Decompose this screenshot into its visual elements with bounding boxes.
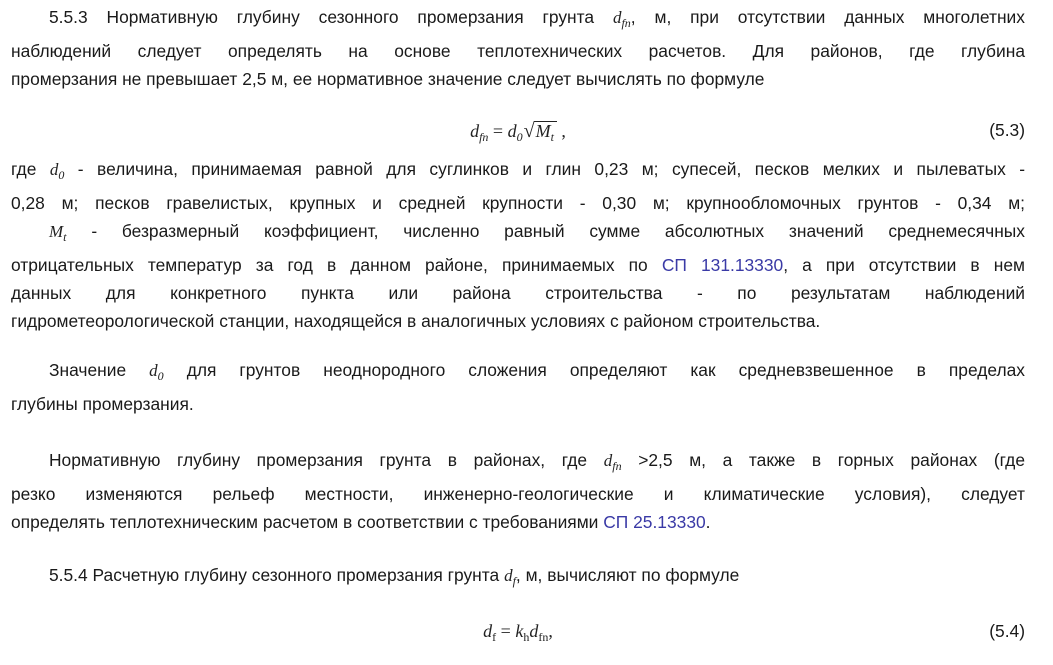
math-variable — [49, 160, 65, 182]
text-line — [11, 446, 1025, 480]
math-punctuation: , — [556, 121, 566, 141]
math-symbol: k — [515, 621, 524, 641]
square-root-radicand — [534, 121, 557, 146]
sp-25-13330-link[interactable]: СП 25.13330 — [603, 512, 706, 532]
text-line — [11, 356, 1025, 390]
math-variable — [603, 451, 622, 473]
formula-expression — [11, 621, 1025, 645]
math-symbol: M — [535, 121, 551, 141]
text-fragment: Нормативную глубину промерзания грунта в районах, где — [49, 450, 588, 470]
math-subscript: 0 — [157, 369, 164, 383]
math-subscript: 0 — [516, 130, 523, 144]
math-variable — [149, 361, 164, 383]
math-subscript: fn — [538, 630, 549, 644]
math-subscript: fn — [479, 130, 489, 144]
text-fragment: - величина, принимаемая равной для суглинков и глин 0,23 м; супесей, песков мелких и пылеватых - — [77, 159, 1025, 179]
formula-5-4 — [11, 621, 1025, 651]
paragraph-5-5-3 — [11, 3, 1025, 93]
math-symbol: d — [529, 621, 539, 641]
text-line: глубины промерзания. — [11, 394, 194, 414]
math-symbol: d — [612, 8, 622, 27]
text-fragment: - безразмерный коэффициент, численно равный сумме абсолютных значений среднемесячных — [91, 221, 1025, 241]
text-fragment: 5.5.3 Нормативную глубину сезонного промерзания грунта — [49, 7, 595, 27]
text-line: данных для конкретного пункта или района строительства - по результатам наблюдений — [11, 283, 1025, 303]
math-operator: = — [496, 621, 516, 641]
text-fragment: >2,5 м, а также в горных районах (где — [638, 450, 1025, 470]
text-line: гидрометеорологической станции, находящейся в аналогичных условиях с районом строительства. — [11, 311, 821, 331]
square-root-sign: √ — [523, 120, 535, 142]
math-subscript: f — [512, 574, 516, 588]
math-symbol: M — [49, 222, 64, 241]
math-variable — [612, 8, 631, 30]
math-symbol: d — [603, 451, 613, 470]
equation-number: (5.4) — [989, 621, 1025, 641]
text-fragment: , м, при отсутствии данных многолетних — [630, 7, 1025, 27]
paragraph-normative-depth — [11, 446, 1025, 536]
math-symbol: d — [483, 621, 493, 641]
text-fragment: отрицательных температур за год в данном районе, принимаемых по — [11, 255, 648, 275]
math-operator: = — [488, 121, 508, 141]
math-variable — [504, 566, 516, 588]
text-fragment: где — [11, 159, 37, 179]
text-line — [11, 3, 1025, 37]
text-line: промерзания не превышает 2,5 м, ее нормативное значение следует вычислять по формуле — [11, 69, 765, 89]
equation-number: (5.3) — [989, 120, 1025, 140]
text-line — [11, 508, 1025, 536]
text-fragment: определять теплотехническим расчетом в соответствии с требованиями — [11, 512, 599, 532]
text-fragment: . — [705, 512, 711, 532]
math-symbol: d — [504, 566, 513, 585]
math-punctuation: , — [548, 621, 553, 641]
math-subscript: fn — [621, 16, 631, 30]
text-fragment: , м, вычисляют по формуле — [515, 565, 740, 585]
paragraph-5-5-4 — [11, 561, 1025, 595]
sp-131-13330-link[interactable]: СП 131.13330 — [661, 255, 784, 275]
math-subscript: fn — [612, 459, 622, 473]
text-line: резко изменяются рельеф местности, инженерно-геологические и климатические условия), следует — [11, 484, 1025, 504]
text-line — [11, 561, 1025, 595]
math-symbol: d — [149, 361, 158, 380]
math-symbol: d — [507, 121, 517, 141]
paragraph-value-d0 — [11, 356, 1025, 418]
math-symbol: d — [49, 160, 59, 179]
math-subscript: h — [523, 630, 530, 644]
math-subscript: 0 — [58, 168, 65, 182]
paragraph-where — [11, 155, 1025, 335]
text-fragment: , а при отсутствии в нем — [783, 255, 1025, 275]
text-line: наблюдений следует определять на основе теплотехнических расчетов. Для районов, где глубина — [11, 41, 1025, 61]
text-fragment: Значение — [49, 360, 127, 380]
math-subscript: f — [492, 630, 497, 644]
text-line — [11, 155, 1025, 189]
math-symbol: d — [470, 121, 480, 141]
formula-5-3 — [11, 120, 1025, 150]
text-fragment: 5.5.4 Расчетную глубину сезонного промерзания грунта — [49, 565, 500, 585]
math-subscript: t — [63, 230, 67, 244]
text-fragment: для грунтов неоднородного сложения определяют как средневзвешенное в пределах — [186, 360, 1026, 380]
math-variable — [49, 222, 67, 244]
text-line — [11, 251, 1025, 279]
text-line — [11, 217, 1025, 251]
math-subscript: t — [550, 130, 554, 144]
formula-expression — [11, 120, 1025, 146]
text-line: 0,28 м; песков гравелистых, крупных и средней крупности - 0,30 м; крупнообломочных грунтов - 0,34 м; — [11, 193, 1025, 213]
